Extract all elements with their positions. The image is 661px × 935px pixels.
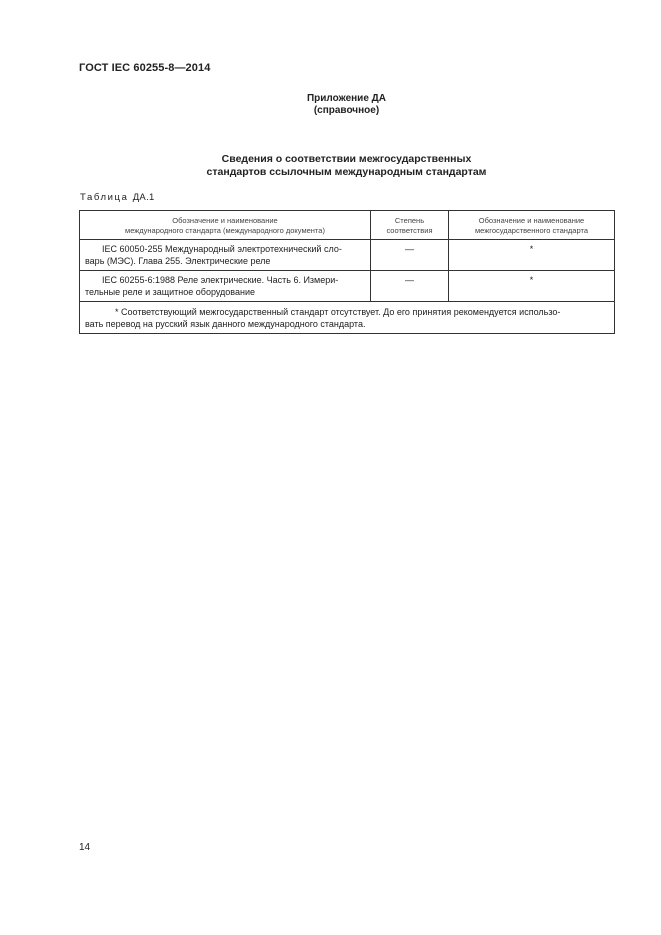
cell-national-standard: *: [449, 271, 615, 302]
cell-intl-standard-line1: IEC 60050-255 Международный электротехнический сло-: [102, 244, 342, 254]
table-footnote: [80, 302, 615, 334]
appendix-type: (справочное): [313, 105, 380, 116]
cell-intl-standard-line2: тельные реле и защитное оборудование: [85, 286, 255, 297]
header-degree: [371, 211, 449, 240]
header-national-standard-line2: межгосударственного стандарта: [475, 226, 588, 235]
header-degree-line2: соответствия: [386, 226, 433, 235]
cell-degree: —: [371, 271, 449, 302]
appendix-title: Приложение ДА: [306, 93, 387, 104]
header-national-standard: [449, 211, 615, 240]
cell-degree: —: [371, 240, 449, 271]
cell-intl-standard: [80, 240, 371, 271]
table-row: [80, 240, 615, 271]
header-intl-standard: [80, 211, 371, 240]
table-footnote-line2: вать перевод на русский язык данного международного стандарта.: [85, 319, 366, 329]
section-title: [79, 153, 614, 179]
table-footnote-line1: * Соответствующий межгосударственный стандарт отсутствует. До его принятия рекомендуется использо-: [115, 307, 561, 317]
section-title-line2: стандартов ссылочным международным стандартам: [206, 166, 487, 178]
cell-national-standard: *: [449, 240, 615, 271]
page-number: 14: [79, 842, 91, 853]
header-degree-line1: Степень: [394, 216, 425, 225]
appendix-heading: [79, 93, 614, 117]
table-caption: [80, 192, 155, 203]
header-intl-standard-line1: Обозначение и наименование: [172, 216, 278, 225]
section-title-line1: Сведения о соответствии межгосударственных: [221, 153, 472, 165]
standard-code-header: ГОСТ IEC 60255-8—2014: [79, 62, 211, 74]
cell-intl-standard-line2: варь (МЭС). Глава 255. Электрические реле: [85, 255, 271, 266]
header-national-standard-line1: Обозначение и наименование: [478, 216, 585, 225]
table-caption-number: ДА.1: [132, 192, 155, 203]
table-header-row: [80, 211, 615, 240]
table-note-row: [80, 302, 615, 334]
header-intl-standard-line2: международного стандарта (международного документа): [125, 226, 325, 235]
cell-intl-standard: [80, 271, 371, 302]
table-caption-word: Таблица: [80, 192, 129, 203]
correspondence-table: [79, 210, 615, 334]
cell-intl-standard-line1: IEC 60255-6:1988 Реле электрические. Часть 6. Измери-: [102, 275, 339, 285]
table-row: [80, 271, 615, 302]
